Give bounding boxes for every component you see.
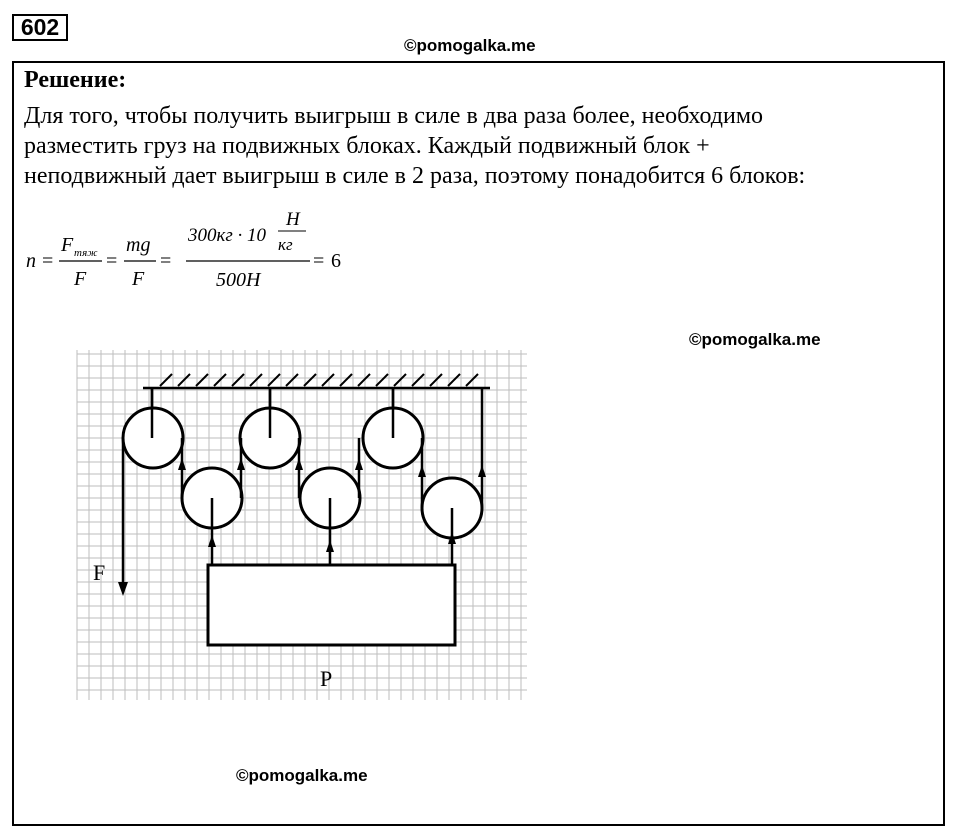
formula-eq-1: = [42, 250, 54, 272]
load-label: P [320, 666, 333, 691]
formula-unit-h: H [286, 209, 300, 230]
formula-den-f-2: F [132, 268, 145, 290]
watermark-bottom: ©pomogalka.me [236, 766, 368, 785]
force-label: F [93, 560, 106, 585]
formula [26, 203, 366, 303]
solution-line-2: разместить груз на подвижных блоках. Каждый подвижный блок + [24, 133, 710, 159]
watermark-top: ©pomogalka.me [404, 36, 536, 55]
formula-f-tyazh: F [61, 234, 74, 256]
formula-eq-3: = [160, 250, 172, 272]
formula-den-500: 500H [216, 269, 261, 291]
watermark-middle: ©pomogalka.me [689, 330, 821, 349]
formula-eq-4: = [313, 250, 325, 272]
formula-den-f-1: F [74, 268, 87, 290]
formula-num-300: 300кг · 10 [188, 225, 267, 246]
formula-unit-kg: кг [278, 235, 293, 254]
formula-n: n [26, 250, 36, 272]
solution-line-3: неподвижный дает выигрыш в силе в 2 раза, поэтому понадобится 6 блоков: [24, 163, 806, 189]
solution-heading: Решение: [24, 67, 127, 93]
problem-number: 602 [12, 14, 68, 41]
solution-text [24, 101, 924, 191]
pulley-diagram [65, 290, 535, 700]
solution-line-1: Для того, чтобы получить выигрыш в силе в два раза более, необходимо [24, 103, 764, 129]
formula-mg: mg [126, 234, 151, 256]
formula-f-tyazh-sub: тяж [74, 247, 98, 259]
formula-eq-2: = [106, 250, 118, 272]
load-block [208, 565, 455, 645]
formula-result: 6 [331, 250, 341, 272]
